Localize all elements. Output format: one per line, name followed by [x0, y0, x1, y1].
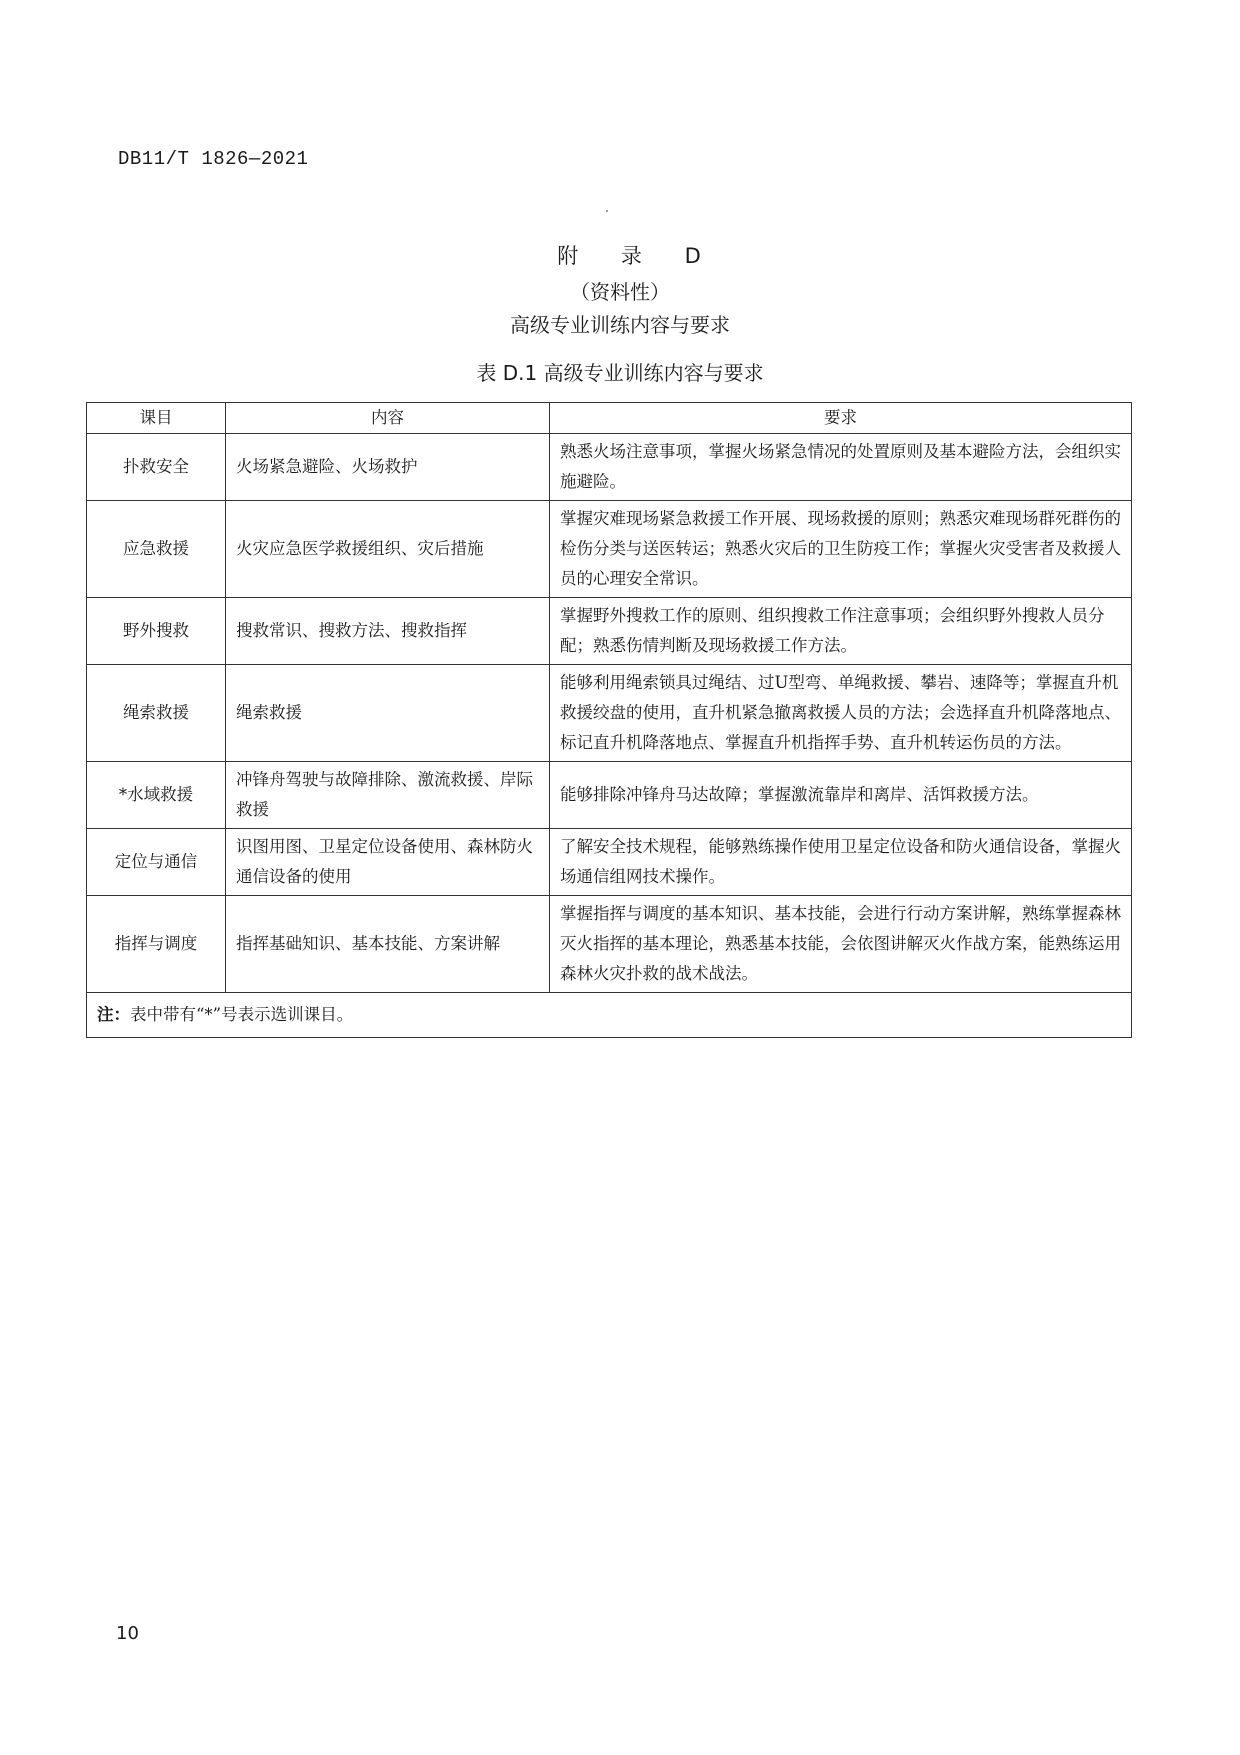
course-cell: 绳索救援: [87, 665, 226, 762]
requirement-cell: 能够排除冲锋舟马达故障；掌握激流靠岸和离岸、活饵救援方法。: [550, 762, 1132, 829]
header-content: 内容: [226, 403, 550, 434]
table-row: [87, 665, 1132, 762]
table-row: [87, 434, 1132, 501]
content-cell: 指挥基础知识、基本技能、方案讲解: [226, 896, 550, 993]
content-cell: 识图用图、卫星定位设备使用、森林防火通信设备的使用: [226, 829, 550, 896]
appendix-subject: 高级专业训练内容与要求: [510, 313, 730, 337]
page-number: 10: [116, 1623, 139, 1644]
note-text: 表中带有“*”号表示选训课目。: [130, 1005, 354, 1024]
header-requirement: 要求: [550, 403, 1132, 434]
content-cell: 火场紧急避险、火场救护: [226, 434, 550, 501]
appendix-nature: （资料性）: [570, 280, 670, 304]
table-row: [87, 598, 1132, 665]
table-note: [87, 993, 1132, 1038]
decorative-dot: [606, 210, 608, 212]
content-cell: 搜救常识、搜救方法、搜救指挥: [226, 598, 550, 665]
requirement-cell: 掌握灾难现场紧急救援工作开展、现场救援的原则；熟悉灾难现场群死群伤的检伤分类与送医转运；熟悉火灾后的卫生防疫工作；掌握火灾受害者及救援人员的心理安全常识。: [550, 501, 1132, 598]
table-row: [87, 829, 1132, 896]
table-row: [87, 896, 1132, 993]
training-table: [86, 402, 1132, 1038]
content-cell: 火灾应急医学救援组织、灾后措施: [226, 501, 550, 598]
table-note-row: [87, 993, 1132, 1038]
content-cell: 绳索救援: [226, 665, 550, 762]
requirement-cell: 了解安全技术规程，能够熟练操作使用卫星定位设备和防火通信设备，掌握火场通信组网技术操作。: [550, 829, 1132, 896]
appendix-title: 附 录 D: [557, 244, 719, 268]
course-cell: 应急救援: [87, 501, 226, 598]
table-title: 表 D.1 高级专业训练内容与要求: [476, 361, 764, 385]
header-course: 课目: [87, 403, 226, 434]
note-label: 注：: [97, 1005, 130, 1024]
course-cell: *水域救援: [87, 762, 226, 829]
requirement-cell: 掌握指挥与调度的基本知识、基本技能，会进行行动方案讲解，熟练掌握森林灭火指挥的基本理论，熟悉基本技能，会依图讲解灭火作战方案，能熟练运用森林火灾扑救的战术战法。: [550, 896, 1132, 993]
table-header-row: [87, 403, 1132, 434]
requirement-cell: 掌握野外搜救工作的原则、组织搜救工作注意事项；会组织野外搜救人员分配；熟悉伤情判断及现场救援工作方法。: [550, 598, 1132, 665]
document-code: DB11/T 1826—2021: [118, 148, 309, 170]
table-row: [87, 501, 1132, 598]
requirement-cell: 能够利用绳索锁具过绳结、过U型弯、单绳救援、攀岩、速降等；掌握直升机救援绞盘的使用，直升机紧急撤离救援人员的方法；会选择直升机降落地点、标记直升机降落地点、掌握直升机指挥手势、直升机转运伤员的方法。: [550, 665, 1132, 762]
course-cell: 指挥与调度: [87, 896, 226, 993]
table-row: [87, 762, 1132, 829]
requirement-cell: 熟悉火场注意事项，掌握火场紧急情况的处置原则及基本避险方法，会组织实施避险。: [550, 434, 1132, 501]
course-cell: 定位与通信: [87, 829, 226, 896]
content-cell: 冲锋舟驾驶与故障排除、激流救援、岸际救援: [226, 762, 550, 829]
course-cell: 扑救安全: [87, 434, 226, 501]
course-cell: 野外搜救: [87, 598, 226, 665]
